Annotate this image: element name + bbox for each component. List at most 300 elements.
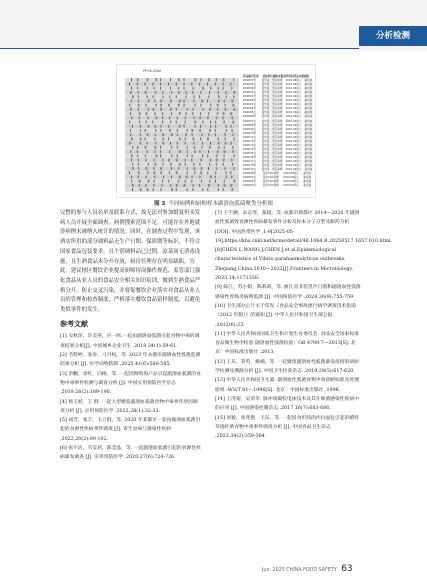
table-cell: 性别 bbox=[253, 75, 259, 78]
table-cell: 2019.09 bbox=[285, 95, 297, 99]
gel-band bbox=[186, 133, 187, 136]
gel-band bbox=[192, 91, 193, 94]
figure-caption bbox=[0, 199, 427, 207]
gel-band bbox=[154, 138, 155, 141]
gel-band bbox=[154, 150, 155, 153]
gel-band bbox=[208, 150, 209, 153]
gel-band bbox=[179, 163, 181, 166]
gel-band bbox=[217, 112, 218, 115]
gel-band bbox=[160, 125, 161, 128]
gel-band bbox=[186, 112, 187, 115]
gel-band bbox=[191, 180, 192, 183]
gel-band bbox=[215, 176, 216, 179]
gel-lane bbox=[125, 141, 239, 145]
gel-band bbox=[139, 121, 140, 124]
table-cell: 男 bbox=[253, 131, 256, 135]
table-cell: 病人 bbox=[296, 147, 302, 151]
gel-band bbox=[210, 87, 211, 90]
gel-band bbox=[168, 138, 169, 141]
gel-band bbox=[139, 184, 140, 187]
gel-band bbox=[129, 142, 131, 145]
gel-band bbox=[230, 125, 231, 128]
table-cell: 男 bbox=[253, 164, 256, 168]
table-cell: ZD0078 bbox=[243, 164, 254, 168]
table-cell: 粪便 bbox=[277, 123, 283, 127]
gel-band bbox=[185, 163, 186, 166]
gel-lane bbox=[125, 78, 239, 82]
table-cell: 副溶血 bbox=[303, 184, 312, 188]
gel-band bbox=[154, 133, 155, 136]
gel-band bbox=[200, 91, 201, 94]
gel-band bbox=[210, 142, 211, 145]
gel-band bbox=[162, 121, 163, 124]
gel-band bbox=[170, 78, 171, 81]
gel-lane bbox=[125, 179, 239, 183]
gel-band bbox=[207, 83, 208, 86]
gel-band bbox=[154, 176, 155, 179]
gel-band bbox=[216, 159, 218, 162]
gel-label: PFGE-XbaI bbox=[143, 69, 161, 73]
gel-band bbox=[231, 159, 232, 162]
table-cell: 粪便 bbox=[277, 151, 283, 155]
table-cell: 2019.09 bbox=[285, 155, 297, 159]
gel-band bbox=[129, 83, 130, 86]
gel-band bbox=[223, 188, 224, 191]
gel-band bbox=[160, 87, 161, 90]
table-cell: 男 bbox=[253, 107, 256, 111]
gel-band bbox=[177, 154, 178, 157]
gel-band bbox=[187, 188, 188, 191]
gel-band bbox=[209, 108, 211, 111]
gel-band bbox=[160, 129, 161, 132]
gel-band bbox=[140, 188, 142, 191]
gel-band bbox=[148, 125, 150, 128]
gel-band bbox=[191, 129, 193, 132]
gel-band bbox=[193, 116, 194, 119]
gel-band bbox=[223, 163, 224, 166]
gel-band bbox=[187, 171, 188, 174]
table-cell: 粪便 bbox=[277, 119, 283, 123]
gel-band bbox=[162, 91, 163, 94]
gel-lane bbox=[125, 91, 239, 95]
table-cell: 男 bbox=[253, 79, 256, 83]
table-cell: 粪便 bbox=[277, 147, 283, 151]
table-cell: ZD0080 bbox=[243, 172, 254, 176]
table-cell: 2019.09 bbox=[285, 159, 297, 163]
table-cell: 病人 bbox=[296, 155, 302, 159]
gel-band bbox=[231, 100, 233, 103]
gel-band bbox=[187, 167, 188, 170]
gel-band bbox=[207, 138, 209, 141]
gel-band bbox=[131, 100, 132, 103]
gel-band bbox=[162, 112, 163, 115]
table-cell: 副溶血 bbox=[304, 139, 313, 143]
gel-band bbox=[185, 121, 186, 124]
table-cell: 温州第二医院 bbox=[261, 87, 278, 91]
gel-band bbox=[233, 154, 234, 157]
gel-band bbox=[200, 112, 201, 115]
gel-band bbox=[155, 78, 157, 81]
table-cell: 女 bbox=[253, 159, 256, 163]
gel-band bbox=[202, 87, 204, 90]
gel-band bbox=[209, 91, 210, 94]
gel-band bbox=[147, 150, 148, 153]
table-cell: 女 bbox=[253, 91, 256, 95]
table-cell: 副溶血 bbox=[304, 135, 313, 139]
gel-band bbox=[177, 133, 178, 136]
table-cell: 粪便 bbox=[277, 131, 283, 135]
gel-band bbox=[140, 142, 141, 145]
gel-band bbox=[171, 188, 173, 191]
table-cell: 粪便 bbox=[277, 103, 283, 107]
gel-band bbox=[223, 83, 224, 86]
gel-band bbox=[171, 133, 173, 136]
gel-band bbox=[168, 125, 169, 128]
table-cell: 副溶血 bbox=[304, 164, 313, 168]
gel-band bbox=[140, 133, 141, 136]
gel-band bbox=[146, 176, 147, 179]
gel-band bbox=[186, 176, 188, 179]
gel-band bbox=[218, 95, 220, 98]
gel-band bbox=[170, 163, 172, 166]
gel-band bbox=[178, 167, 179, 170]
gel-band bbox=[131, 180, 132, 183]
gel-image bbox=[125, 78, 239, 192]
gel-band bbox=[187, 146, 188, 149]
table-cell: ZD0056 bbox=[243, 87, 254, 91]
gel-band bbox=[147, 95, 148, 98]
table-cell: ZD0069 bbox=[243, 127, 254, 131]
table-cell: 副溶血 bbox=[304, 151, 313, 155]
gel-band bbox=[129, 104, 130, 107]
reference-item: [13] 中华人民共和国卫生部. 副溶血性弧菌食物中毒诊断标准及处理原则 :WS/T 81—1996[S]. 北京：中国标准出版社 ,1996. bbox=[215, 378, 359, 393]
gel-band bbox=[170, 121, 171, 124]
table-cell: 女 bbox=[253, 168, 256, 172]
gel-band bbox=[155, 154, 157, 157]
gel-band bbox=[137, 83, 138, 86]
gel-band bbox=[160, 154, 161, 157]
gel-band bbox=[218, 188, 219, 191]
gel-lane bbox=[125, 150, 239, 154]
gel-band bbox=[177, 129, 178, 132]
table-cell: ZD0079 bbox=[243, 168, 254, 172]
table-cell: 粪便 bbox=[277, 79, 283, 83]
gel-band bbox=[162, 95, 163, 98]
table-cell: 2019.09 bbox=[285, 87, 297, 91]
table-cell: ZD0074 bbox=[243, 147, 254, 151]
gel-band bbox=[154, 112, 155, 115]
gel-band bbox=[146, 184, 147, 187]
gel-band bbox=[202, 154, 203, 157]
gel-band bbox=[208, 95, 209, 98]
gel-band bbox=[169, 171, 170, 174]
gel-band bbox=[230, 83, 231, 86]
table-cell: 送检单位 bbox=[262, 75, 273, 78]
gel-lane bbox=[125, 103, 239, 107]
gel-band bbox=[148, 163, 149, 166]
gel-band bbox=[177, 116, 178, 119]
gel-band bbox=[194, 104, 195, 107]
gel-lane bbox=[125, 188, 239, 192]
gel-band bbox=[161, 184, 162, 187]
gel-band bbox=[152, 121, 153, 124]
gel-band bbox=[210, 159, 211, 162]
table-cell: 2019.09 bbox=[285, 99, 297, 103]
table-cell: 2019.09 bbox=[285, 131, 297, 135]
gel-band bbox=[223, 116, 224, 119]
reference-item: [14] 王清菊，吴荣华. 脉冲场凝胶电泳技术及其在细菌感染性疾病中的应用 [J]. 中国感染控制杂志 ,2017,16(7):683-686. bbox=[215, 396, 359, 412]
table-cell: 副溶血 bbox=[304, 103, 313, 107]
gel-band bbox=[201, 133, 202, 136]
gel-band bbox=[192, 112, 193, 115]
table-cell: 2019.09 bbox=[285, 164, 297, 168]
table-cell: 病人 bbox=[296, 123, 302, 127]
table-cell: 病人 bbox=[296, 143, 302, 147]
gel-lane bbox=[125, 146, 239, 150]
references-right bbox=[215, 209, 393, 441]
table-cell: 男 bbox=[253, 95, 256, 99]
gel-band bbox=[216, 167, 217, 170]
gel-band bbox=[137, 78, 139, 81]
gel-band bbox=[208, 112, 209, 115]
gel-band bbox=[176, 184, 178, 187]
gel-band bbox=[160, 100, 162, 103]
table-cell: 温州CDC bbox=[262, 176, 274, 180]
gel-band bbox=[184, 104, 185, 107]
gel-band bbox=[140, 129, 141, 132]
gel-band bbox=[147, 133, 149, 136]
gel-band bbox=[225, 104, 226, 107]
gel-lane bbox=[125, 82, 239, 86]
gel-band bbox=[202, 188, 203, 191]
table-cell: 温州第二医院 bbox=[261, 159, 278, 163]
table-cell: 副溶血 bbox=[304, 131, 313, 135]
gel-band bbox=[194, 78, 196, 81]
gel-band bbox=[224, 184, 226, 187]
table-cell: 副溶血 bbox=[303, 180, 312, 184]
table-cell: 副溶血 bbox=[304, 168, 313, 172]
table-cell: 女 bbox=[253, 83, 256, 87]
gel-band bbox=[218, 142, 220, 145]
gel-band bbox=[201, 180, 202, 183]
gel-lane bbox=[125, 86, 239, 90]
gel-band bbox=[160, 188, 161, 191]
gel-band bbox=[192, 138, 194, 141]
table-cell: 温州第二医院 bbox=[261, 83, 278, 87]
table-cell: 病人 bbox=[296, 119, 302, 123]
table-cell: ZD0067 bbox=[243, 119, 254, 123]
table-cell: 温州第二医院 bbox=[261, 111, 278, 115]
gel-band bbox=[226, 129, 227, 132]
gel-lane bbox=[125, 137, 239, 141]
gel-band bbox=[207, 154, 208, 157]
table-cell: 病人 bbox=[296, 127, 302, 131]
gel-band bbox=[145, 91, 147, 94]
gel-band bbox=[160, 108, 162, 111]
table-cell: 男 bbox=[253, 139, 256, 143]
table-cell: 副溶血 bbox=[304, 79, 313, 83]
table-cell: 副溶血 bbox=[304, 115, 313, 119]
gel-band bbox=[208, 167, 209, 170]
gel-band bbox=[185, 159, 186, 162]
gel-band bbox=[193, 142, 194, 145]
gel-band bbox=[224, 180, 225, 183]
gel-band bbox=[160, 78, 161, 81]
table-cell: 粪便 bbox=[277, 127, 283, 131]
gel-band bbox=[184, 83, 185, 86]
gel-band bbox=[225, 142, 227, 145]
gel-band bbox=[199, 176, 200, 179]
table-cell: 粪便 bbox=[277, 99, 283, 103]
table-cell: 采样时间 bbox=[283, 75, 294, 78]
gel-band bbox=[215, 171, 216, 174]
table-cell: 病人 bbox=[293, 180, 300, 184]
reference-item: [15] 刘毅，张兆艳，王东，等. 一起因食用熟肉沙拉面包引起的蜡样芽孢杆菌食物中毒事件调查分析 [J]. 中国食品卫生杂志 ,2023,34(2):359-364. bbox=[215, 415, 359, 440]
gel-band bbox=[224, 150, 226, 153]
gel-band bbox=[226, 171, 227, 174]
gel-band bbox=[138, 100, 139, 103]
gel-band bbox=[155, 104, 156, 107]
table-cell: ZD0075 bbox=[243, 151, 254, 155]
gel-band bbox=[138, 95, 139, 98]
gel-band bbox=[176, 108, 177, 111]
reference-item: [11] 中华人民共和国国家卫生和计划生育委员会. 食品安全国家标准 食品微生物学检验 副溶血性弧菌检验：GB 4789.7—2013[S]. 北京：中国标准出版社 ,2013. bbox=[215, 331, 359, 356]
table-cell: ZD0081 bbox=[243, 176, 254, 180]
gel-band bbox=[232, 163, 233, 166]
gel-band bbox=[226, 125, 227, 128]
gel-band bbox=[207, 100, 208, 103]
gel-band bbox=[223, 159, 225, 162]
gel-band bbox=[215, 129, 216, 132]
gel-band bbox=[216, 116, 217, 119]
reference-item: [9] 陈江，苏小娟，陈莉莉，等. 浙江省非倍里沙门菌和副溶血性弧菌感染性胃肠炎病例监测 [J]. 中国预防医学 ,2024,36(9):755-759. bbox=[215, 285, 361, 300]
gel-band bbox=[232, 121, 234, 124]
table-cell: 副溶血 bbox=[304, 87, 313, 91]
gel-band bbox=[200, 104, 201, 107]
gel-band bbox=[192, 108, 193, 111]
table-cell: 女 bbox=[253, 151, 256, 155]
gel-band bbox=[162, 138, 164, 141]
gel-band bbox=[187, 150, 188, 153]
gel-band bbox=[209, 129, 211, 132]
gel-lane bbox=[125, 158, 239, 162]
gel-band bbox=[193, 100, 194, 103]
table-cell: 2019.09 bbox=[285, 123, 297, 127]
gel-band bbox=[130, 150, 131, 153]
gel-band bbox=[171, 176, 172, 179]
gel-band bbox=[216, 163, 217, 166]
table-cell: 副溶血 bbox=[304, 155, 313, 159]
gel-band bbox=[199, 163, 200, 166]
gel-band bbox=[226, 95, 227, 98]
gel-band bbox=[160, 83, 161, 86]
gel-band bbox=[232, 146, 233, 149]
gel-band bbox=[191, 159, 192, 162]
footer-issue: Jun. 2025 bbox=[262, 568, 285, 573]
table-cell: 副溶血 bbox=[304, 99, 313, 103]
gel-lane bbox=[125, 99, 239, 103]
gel-band bbox=[162, 133, 164, 136]
reference-item: [4] 杨玉姣，王 群. 一起大型婚宴副溶血弧菌食物中毒事件原因调查分析 [J]. 应用预防医学 ,2022,28(1):32-33. bbox=[60, 399, 198, 414]
gel-band bbox=[184, 87, 185, 90]
gel-band bbox=[217, 108, 218, 111]
table-cell: ZD0065 bbox=[243, 111, 254, 115]
gel-band bbox=[215, 121, 216, 124]
table-cell: 粪便 bbox=[273, 180, 279, 184]
gel-band bbox=[186, 91, 187, 94]
gel-band bbox=[145, 129, 146, 132]
gel-band bbox=[186, 95, 187, 98]
gel-band bbox=[179, 138, 181, 141]
table-cell: 温州第二医院 bbox=[261, 139, 278, 143]
gel-band bbox=[140, 138, 142, 141]
caption-number: 图 3 bbox=[154, 201, 166, 207]
gel-band bbox=[207, 188, 208, 191]
gel-band bbox=[194, 150, 195, 153]
table-cell: 病人 bbox=[296, 83, 302, 87]
table-cell: 粪便 bbox=[273, 184, 279, 188]
gel-band bbox=[138, 176, 139, 179]
gel-band bbox=[153, 87, 154, 90]
gel-band bbox=[138, 167, 139, 170]
gel-band bbox=[169, 150, 170, 153]
gel-lane bbox=[125, 184, 239, 188]
gel-band bbox=[148, 100, 150, 103]
gel-band bbox=[191, 176, 192, 179]
gel-band bbox=[155, 116, 157, 119]
gel-lane bbox=[125, 167, 239, 171]
table-cell: ZD0052 bbox=[243, 91, 254, 95]
gel-band bbox=[210, 125, 211, 128]
gel-band bbox=[233, 108, 235, 111]
gel-band bbox=[199, 150, 200, 153]
table-cell: 粪便 bbox=[277, 95, 283, 99]
table-cell: 温州第二医院 bbox=[261, 115, 278, 119]
table-cell: 女 bbox=[253, 103, 256, 107]
left-column bbox=[60, 209, 201, 463]
table-cell: 温州第二医院 bbox=[261, 103, 278, 107]
table-cell: 副溶血 bbox=[304, 143, 313, 147]
gel-band bbox=[162, 116, 163, 119]
gel-band bbox=[217, 104, 219, 107]
gel-band bbox=[202, 108, 203, 111]
gel-band bbox=[208, 78, 210, 81]
table-cell: 菌株来源 bbox=[272, 75, 284, 78]
gel-band bbox=[130, 129, 131, 132]
footer-journal: CHINA FOOD SAFETY bbox=[286, 568, 337, 573]
gel-band bbox=[178, 91, 180, 94]
gel-band bbox=[132, 125, 133, 128]
gel-band bbox=[193, 163, 194, 166]
table-cell: 男 bbox=[253, 123, 256, 127]
table-cell: 温州第二医院 bbox=[261, 123, 278, 127]
table-cell: 粪便 bbox=[277, 83, 283, 87]
gel-band bbox=[168, 180, 169, 183]
gel-band bbox=[176, 188, 177, 191]
gel-band bbox=[152, 95, 153, 98]
table-cell: ZD0037 bbox=[243, 79, 254, 83]
table-cell: 病人 bbox=[296, 111, 302, 115]
gel-band bbox=[208, 184, 210, 187]
table-cell: 病人 bbox=[296, 168, 302, 172]
table-cell: 温州第二医院 bbox=[261, 155, 278, 159]
right-column bbox=[215, 209, 393, 441]
gel-band bbox=[170, 108, 172, 111]
gel-band bbox=[176, 171, 178, 174]
gel-band bbox=[231, 87, 232, 90]
table-cell: 病人 bbox=[296, 131, 302, 135]
gel-band bbox=[232, 104, 234, 107]
